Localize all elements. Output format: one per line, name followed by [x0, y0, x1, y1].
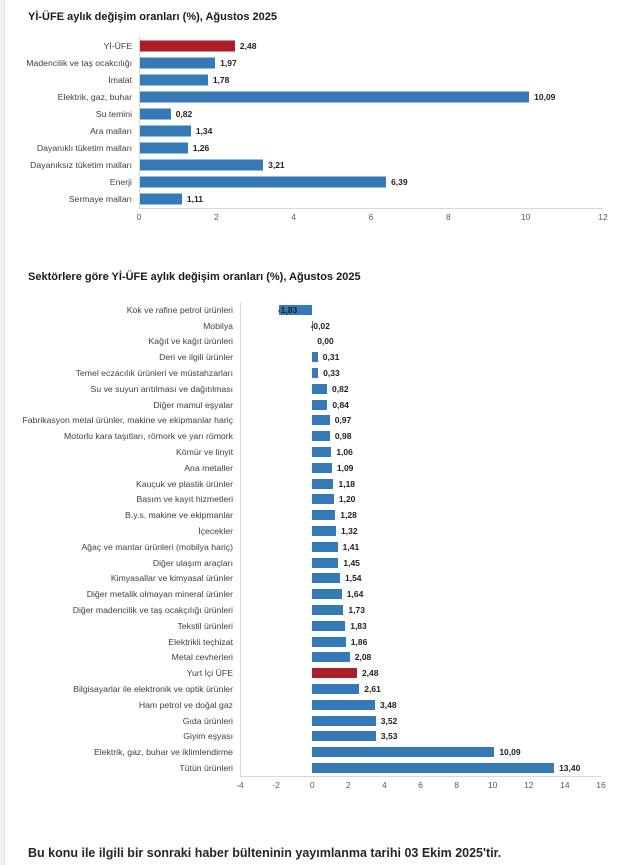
plot-area [240, 555, 624, 571]
value-label: 10,09 [534, 91, 556, 102]
bar-row [0, 122, 624, 139]
category-label: Fabrikasyon metal ürünler, makine ve ekipmanlar hariç [22, 415, 233, 426]
bar-row [0, 492, 624, 508]
bar [312, 716, 376, 726]
category-label: Elektrik, gaz, buhar [57, 91, 132, 102]
bar [312, 447, 331, 457]
bar-row [0, 729, 624, 745]
value-label: 3,52 [380, 715, 398, 726]
bar-row [0, 634, 624, 650]
bar-row [0, 555, 624, 571]
value-label: 1,26 [192, 143, 210, 154]
bar-row [0, 157, 624, 174]
bar [312, 510, 335, 520]
category-label: İçecekler [198, 526, 233, 537]
value-label: 0,00 [317, 336, 334, 347]
plot-area [240, 744, 624, 760]
bar-row [0, 37, 624, 54]
bar [312, 400, 327, 410]
plot-area [139, 37, 624, 54]
bar [139, 91, 529, 102]
plot-area [240, 681, 624, 697]
bar [139, 160, 263, 171]
bar-row [0, 334, 624, 350]
bar [139, 194, 182, 205]
plot-area [240, 476, 624, 492]
category-label: Madencilik ve taş ocakcılığı [26, 57, 132, 68]
category-label: Su ve suyun arıtılması ve dağıtılması [90, 383, 233, 394]
bar [312, 384, 327, 394]
bar-row [0, 397, 624, 413]
category-label: Su temini [95, 108, 132, 119]
bar-row [0, 54, 624, 71]
category-label: Sermaye malları [68, 194, 132, 205]
plot-area [240, 618, 624, 634]
bar [312, 684, 359, 694]
value-label: 1,06 [336, 447, 353, 458]
category-label: Giyim eşyası [183, 731, 233, 742]
plot-area [240, 428, 624, 444]
bar-row [0, 365, 624, 381]
bar [139, 177, 386, 188]
bar [312, 415, 330, 425]
x-tick-label: 0 [309, 780, 315, 790]
bar-row [0, 444, 624, 460]
bar [312, 589, 342, 599]
plot-area [240, 729, 624, 745]
bar-row [0, 460, 624, 476]
x-tick-label: 16 [596, 780, 606, 790]
bar-row [0, 318, 624, 334]
plot-area [240, 381, 624, 397]
category-label: Tütün ürünleri [179, 763, 233, 773]
value-label: 6,39 [391, 177, 408, 188]
plot-area [240, 571, 624, 587]
bar-row [0, 105, 624, 122]
value-label: 13,40 [559, 763, 581, 773]
bar-row [0, 744, 624, 760]
value-label: 0,98 [334, 431, 352, 442]
bar-row [0, 349, 624, 365]
plot-area [240, 539, 624, 555]
bar [139, 57, 215, 68]
highlight-bar [139, 40, 235, 51]
bar [312, 573, 340, 583]
value-label: 2,48 [239, 40, 257, 51]
category-label: Ana metaller [184, 462, 233, 473]
footer-note: Bu konu ile ilgili bir sonraki haber bülteninin yayımlanma tarihi 03 Ekim 2025'tir. [28, 845, 502, 860]
category-label: Dayanıklı tüketim malları [36, 143, 132, 154]
category-label: Enerji [109, 177, 132, 188]
category-label: Yİ-ÜFE [103, 40, 132, 51]
bar [312, 542, 337, 552]
x-tick-label: 12 [524, 780, 534, 790]
category-label: B.y.s. makine ve ekipmanlar [125, 510, 233, 521]
value-label: 1,20 [338, 494, 356, 505]
category-label: Tekstil ürünleri [177, 620, 233, 631]
category-label: Kok ve rafine petrol ürünleri [126, 304, 233, 315]
value-label: 0,82 [332, 383, 349, 394]
bar-row [0, 681, 624, 697]
value-label: 1,54 [344, 573, 362, 584]
bar [139, 143, 188, 154]
x-tick-label: 6 [368, 212, 374, 222]
bar [312, 763, 554, 773]
value-label: 0,84 [332, 399, 349, 410]
category-label: Temel eczacılık ürünleri ve müstahzarları [75, 368, 233, 379]
value-label: -1,83 [277, 304, 298, 315]
category-label: Metal cevherleri [171, 652, 233, 663]
bar-row [0, 523, 624, 539]
bar-row [0, 71, 624, 88]
chart-monthly-change-by-main-groups [0, 10, 624, 250]
plot-area [240, 413, 624, 429]
plot-area [240, 713, 624, 729]
value-label: 1,86 [350, 636, 368, 647]
bar-row [0, 665, 624, 681]
value-label: 3,48 [380, 699, 397, 710]
category-label: Diğer mamul eşyalar [153, 399, 233, 410]
value-label: 1,73 [348, 605, 365, 616]
x-tick-label: 8 [445, 212, 451, 222]
bar-row [0, 602, 624, 618]
plot-area [240, 697, 624, 713]
value-label: 1,41 [342, 541, 360, 552]
category-label: Yurt İçi ÜFE [186, 668, 233, 679]
x-tick-label: 10 [520, 212, 531, 222]
category-label: Ham petrol ve doğal gaz [138, 699, 233, 710]
x-tick-label: 4 [291, 212, 297, 222]
bar [139, 74, 208, 85]
bar [139, 126, 191, 137]
x-axis [136, 212, 608, 226]
bar [312, 700, 375, 710]
plot-area [240, 634, 624, 650]
value-label: 1,18 [338, 478, 356, 489]
plot-area [240, 586, 624, 602]
value-label: 1,34 [195, 126, 213, 137]
bar-row [0, 476, 624, 492]
bar [312, 479, 333, 489]
bar-row [0, 302, 624, 318]
chart-title: Yİ-ÜFE aylık değişim oranları (%), Ağustos 2025 [28, 11, 277, 23]
value-label: 0,31 [322, 352, 340, 363]
category-label: Deri ve ilgili ürünler [159, 352, 233, 363]
bar-row [0, 618, 624, 634]
value-label: 0,97 [334, 415, 352, 426]
bar [312, 558, 338, 568]
bar [312, 731, 376, 741]
plot-area [139, 54, 624, 71]
value-label: 1,64 [346, 589, 364, 600]
bar-row [0, 507, 624, 523]
category-label: İmalat [108, 74, 132, 85]
bar [312, 431, 330, 441]
bar [312, 494, 334, 504]
plot-area [240, 318, 624, 334]
bar [312, 526, 336, 536]
y-axis-line [240, 302, 241, 776]
x-axis-baseline [139, 208, 603, 209]
category-label: Kauçuk ve plastik ürünler [135, 478, 233, 489]
value-label: 1,97 [220, 57, 237, 68]
plot-area [139, 174, 624, 191]
value-label: 10,09 [499, 747, 521, 758]
value-label: 2,61 [364, 684, 381, 695]
category-label: Diğer metalik olmayan mineral ürünler [86, 589, 233, 600]
plot-area [139, 157, 624, 174]
bar-row [0, 650, 624, 666]
chart-monthly-change-by-sectors [0, 270, 624, 800]
x-tick-label: 14 [560, 780, 570, 790]
bar [312, 637, 346, 647]
plot-area [240, 365, 624, 381]
category-label: Ara malları [90, 126, 132, 137]
bar [312, 747, 494, 757]
plot-area [139, 88, 624, 105]
y-axis-line [139, 37, 140, 208]
value-label: 2,08 [354, 652, 372, 663]
bar-row [0, 697, 624, 713]
bar [312, 652, 350, 662]
category-label: Diğer madencilik ve taş ocakçılığı ürünleri [72, 605, 233, 616]
bar-row [0, 413, 624, 429]
bars-area [0, 302, 624, 776]
bar-row [0, 174, 624, 191]
plot-area [240, 460, 624, 476]
x-tick-label: 0 [136, 212, 142, 222]
plot-area [240, 507, 624, 523]
category-label: Motorlu kara taşıtları, römork ve yarı römork [64, 431, 233, 442]
bar-row [0, 140, 624, 157]
category-label: Elektrikli teçhizat [168, 636, 233, 647]
value-label: 1,28 [340, 510, 357, 521]
x-tick-label: 2 [213, 212, 219, 222]
chart-title: Sektörlere göre Yİ-ÜFE aylık değişim oranları (%), Ağustos 2025 [28, 271, 361, 283]
plot-area [139, 191, 624, 208]
value-label: 2,48 [361, 668, 379, 679]
x-tick-label: 12 [598, 212, 608, 222]
plot-area [139, 71, 624, 88]
category-label: Gıda ürünleri [182, 715, 233, 726]
category-label: Mobilya [203, 320, 233, 331]
x-tick-label: -4 [236, 780, 244, 790]
value-label: 0,82 [175, 108, 193, 119]
value-label: 1,83 [350, 620, 367, 631]
category-label: Diğer ulaşım araçları [152, 557, 233, 568]
x-tick-label: 4 [382, 780, 387, 790]
category-label: Kömür ve linyit [176, 447, 233, 458]
x-tick-label: 2 [345, 780, 351, 790]
value-label: 1,32 [341, 526, 358, 537]
bar-row [0, 713, 624, 729]
category-label: Elektrik, gaz, buhar ve iklimlendirme [93, 747, 233, 758]
x-tick-label: 10 [487, 780, 498, 790]
plot-area [240, 349, 624, 365]
plot-area [240, 302, 624, 318]
x-tick-label: 8 [454, 780, 459, 790]
value-label: 1,11 [186, 194, 203, 205]
value-label: 1,45 [343, 557, 360, 568]
plot-area [240, 397, 624, 413]
bar [312, 368, 318, 378]
bar [312, 352, 318, 362]
category-label: Basım ve kayıt hizmetleri [136, 494, 233, 505]
plot-area [240, 650, 624, 666]
category-label: Ağaç ve mantar ürünleri (mobilya hariç) [81, 541, 233, 552]
plot-area [240, 760, 624, 776]
value-label: 3,53 [380, 731, 398, 742]
bar-row [0, 571, 624, 587]
plot-area [139, 140, 624, 157]
value-label: 1,09 [336, 462, 354, 473]
bar [312, 605, 343, 615]
plot-area [240, 492, 624, 508]
bar-row [0, 88, 624, 105]
plot-area [240, 523, 624, 539]
bar-row [0, 381, 624, 397]
bar-row [0, 586, 624, 602]
bars-area [0, 37, 624, 208]
bar-row [0, 539, 624, 555]
category-label: Kimyasallar ve kimyasal ürünler [110, 573, 233, 584]
highlight-bar [312, 668, 357, 678]
bar-row [0, 428, 624, 444]
bar [139, 108, 171, 119]
plot-area [240, 334, 624, 350]
category-label: Bilgisayarlar ile elektronik ve optik ürünler [73, 684, 233, 695]
x-axis [236, 780, 606, 794]
value-label: 3,21 [268, 160, 285, 171]
category-label: Kağıt ve kağıt ürünleri [148, 336, 233, 347]
x-axis-baseline [240, 776, 601, 777]
plot-area [240, 665, 624, 681]
bar [312, 621, 345, 631]
value-label: 1,78 [212, 74, 230, 85]
bar [312, 463, 332, 473]
category-label: Dayanıksız tüketim malları [30, 160, 132, 171]
plot-area [139, 105, 624, 122]
plot-area [139, 122, 624, 139]
bar-row [0, 760, 624, 776]
x-tick-label: -2 [272, 780, 280, 790]
plot-area [240, 602, 624, 618]
value-label: -0,02 [310, 320, 330, 331]
x-tick-label: 6 [418, 780, 423, 790]
value-label: 0,33 [323, 368, 340, 379]
plot-area [240, 444, 624, 460]
bar-row [0, 191, 624, 208]
